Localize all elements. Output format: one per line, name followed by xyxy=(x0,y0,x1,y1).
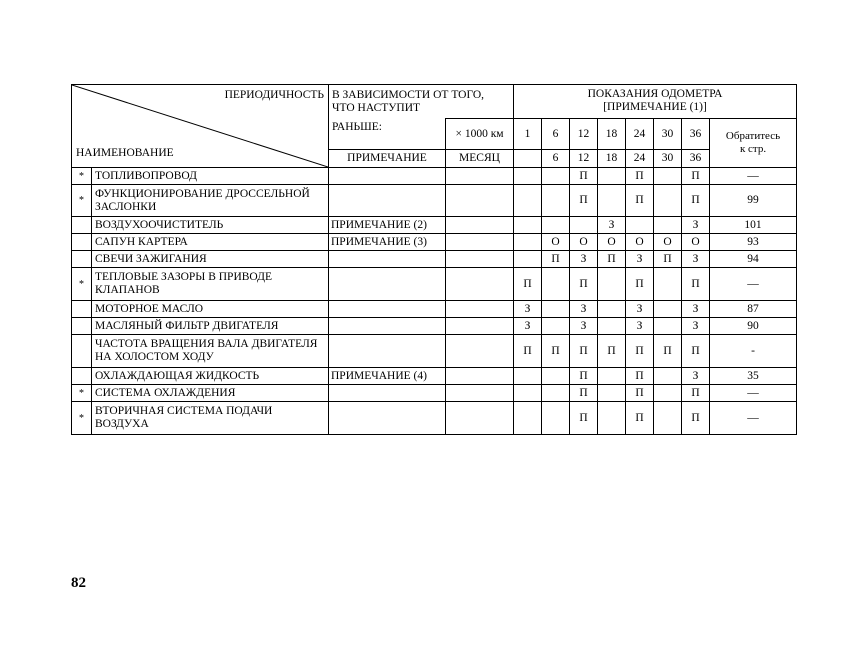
reference-page: — xyxy=(710,385,797,402)
item-note xyxy=(329,185,446,217)
interval-cell: П xyxy=(570,185,598,217)
item-note xyxy=(329,301,446,318)
interval-cell xyxy=(654,217,682,234)
interval-cell: П xyxy=(626,185,654,217)
reference-line-2: к стр. xyxy=(739,143,767,155)
km-value-4: 24 xyxy=(626,119,654,150)
reference-page: 94 xyxy=(710,251,797,268)
interval-cell: П xyxy=(570,168,598,185)
interval-cell: З xyxy=(570,251,598,268)
interval-cell: З xyxy=(570,318,598,335)
interval-cell: З xyxy=(626,318,654,335)
interval-cell: О xyxy=(542,234,570,251)
interval-cell: П xyxy=(626,402,654,435)
item-name: ТОПЛИВОПРОВОД xyxy=(92,168,329,185)
interval-cell: П xyxy=(682,385,710,402)
month-label: МЕСЯЦ xyxy=(446,150,514,168)
reference-page: — xyxy=(710,402,797,435)
table-row xyxy=(72,402,797,435)
table-row xyxy=(72,234,797,251)
interval-cell xyxy=(542,318,570,335)
interval-cell: П xyxy=(682,335,710,368)
reference-page: 87 xyxy=(710,301,797,318)
critical-mark xyxy=(72,318,92,335)
month-value-1: 6 xyxy=(542,150,570,168)
interval-cell: О xyxy=(598,234,626,251)
critical-mark xyxy=(72,301,92,318)
km-value-1: 6 xyxy=(542,119,570,150)
interval-cell xyxy=(598,268,626,301)
interval-cell: П xyxy=(654,335,682,368)
reference-line-1: Обратитесь xyxy=(725,130,781,142)
item-note: ПРИМЕЧАНИЕ (2) xyxy=(329,217,446,234)
reference-page-header xyxy=(710,119,797,168)
item-name: СИСТЕМА ОХЛАЖДЕНИЯ xyxy=(92,385,329,402)
month-cell xyxy=(446,385,514,402)
km-value-6: 36 xyxy=(682,119,710,150)
interval-cell: П xyxy=(570,335,598,368)
interval-cell xyxy=(598,318,626,335)
interval-cell: З xyxy=(682,217,710,234)
table-row xyxy=(72,385,797,402)
interval-cell xyxy=(542,385,570,402)
interval-cell: П xyxy=(626,368,654,385)
interval-cell: З xyxy=(682,318,710,335)
month-value-4: 24 xyxy=(626,150,654,168)
interval-cell: П xyxy=(626,335,654,368)
table-row xyxy=(72,318,797,335)
km-value-5: 30 xyxy=(654,119,682,150)
interval-cell xyxy=(598,368,626,385)
km-value-2: 12 xyxy=(570,119,598,150)
interval-cell: П xyxy=(598,251,626,268)
item-note xyxy=(329,318,446,335)
item-name: МАСЛЯНЫЙ ФИЛЬТР ДВИГАТЕЛЯ xyxy=(92,318,329,335)
interval-cell xyxy=(514,185,542,217)
month-cell xyxy=(446,301,514,318)
interval-cell xyxy=(542,268,570,301)
interval-cell xyxy=(598,301,626,318)
interval-cell: П xyxy=(514,335,542,368)
condition-line-3: РАНЬШЕ: xyxy=(329,119,446,150)
interval-cell: З xyxy=(682,301,710,318)
interval-cell xyxy=(654,301,682,318)
interval-cell xyxy=(654,368,682,385)
month-cell xyxy=(446,217,514,234)
interval-cell xyxy=(542,168,570,185)
interval-cell xyxy=(654,385,682,402)
critical-mark: * xyxy=(72,185,92,217)
interval-cell: П xyxy=(570,385,598,402)
month-value-0 xyxy=(514,150,542,168)
interval-cell: П xyxy=(626,268,654,301)
month-cell xyxy=(446,251,514,268)
interval-cell: П xyxy=(682,185,710,217)
interval-cell xyxy=(514,251,542,268)
month-cell xyxy=(446,234,514,251)
item-note xyxy=(329,251,446,268)
table-row xyxy=(72,268,797,301)
note-header: ПРИМЕЧАНИЕ xyxy=(329,150,446,168)
critical-mark xyxy=(72,335,92,368)
month-value-3: 18 xyxy=(598,150,626,168)
interval-cell: П xyxy=(626,385,654,402)
interval-cell xyxy=(654,318,682,335)
table-row xyxy=(72,251,797,268)
reference-page: 101 xyxy=(710,217,797,234)
interval-cell xyxy=(654,168,682,185)
table-row xyxy=(72,185,797,217)
odometer-header xyxy=(514,85,797,119)
periodicity-label: ПЕРИОДИЧНОСТЬ xyxy=(224,89,324,101)
critical-mark xyxy=(72,251,92,268)
interval-cell: О xyxy=(682,234,710,251)
odometer-label: ПОКАЗАНИЯ ОДОМЕТРА xyxy=(587,88,723,100)
item-name: ЧАСТОТА ВРАЩЕНИЯ ВАЛА ДВИГАТЕЛЯ НА ХОЛОСТОМ ХОДУ xyxy=(92,335,329,368)
reference-page: — xyxy=(710,168,797,185)
interval-cell: П xyxy=(570,368,598,385)
interval-cell: П xyxy=(626,168,654,185)
interval-cell: О xyxy=(570,234,598,251)
page-number: 82 xyxy=(71,575,86,591)
item-name: ТЕПЛОВЫЕ ЗАЗОРЫ В ПРИВОДЕ КЛАПАНОВ xyxy=(92,268,329,301)
km-value-3: 18 xyxy=(598,119,626,150)
interval-cell: П xyxy=(598,335,626,368)
item-name: СВЕЧИ ЗАЖИГАНИЯ xyxy=(92,251,329,268)
interval-cell xyxy=(514,402,542,435)
interval-cell xyxy=(542,301,570,318)
reference-page: 90 xyxy=(710,318,797,335)
item-note: ПРИМЕЧАНИЕ (3) xyxy=(329,234,446,251)
item-name: ВОЗДУХООЧИСТИТЕЛЬ xyxy=(92,217,329,234)
interval-cell xyxy=(626,217,654,234)
interval-cell xyxy=(514,368,542,385)
critical-mark: * xyxy=(72,168,92,185)
interval-cell: П xyxy=(682,168,710,185)
interval-cell: П xyxy=(514,268,542,301)
item-note: ПРИМЕЧАНИЕ (4) xyxy=(329,368,446,385)
item-name: ВТОРИЧНАЯ СИСТЕМА ПОДАЧИ ВОЗДУХА xyxy=(92,402,329,435)
item-note xyxy=(329,402,446,435)
item-note xyxy=(329,385,446,402)
interval-cell xyxy=(654,402,682,435)
item-name: САПУН КАРТЕРА xyxy=(92,234,329,251)
table-row xyxy=(72,301,797,318)
critical-mark xyxy=(72,217,92,234)
reference-page: - xyxy=(710,335,797,368)
item-name-label: НАИМЕНОВАНИЕ xyxy=(76,147,174,159)
interval-cell xyxy=(570,217,598,234)
interval-cell: З xyxy=(682,368,710,385)
interval-cell xyxy=(542,217,570,234)
interval-cell: З xyxy=(598,217,626,234)
interval-cell: З xyxy=(626,301,654,318)
month-cell xyxy=(446,318,514,335)
interval-cell: З xyxy=(514,301,542,318)
interval-cell xyxy=(654,185,682,217)
critical-mark: * xyxy=(72,268,92,301)
reference-page: — xyxy=(710,268,797,301)
reference-page: 99 xyxy=(710,185,797,217)
month-value-2: 12 xyxy=(570,150,598,168)
item-name: ФУНКЦИОНИРОВАНИЕ ДРОССЕЛЬНОЙ ЗАСЛОНКИ xyxy=(92,185,329,217)
critical-mark xyxy=(72,368,92,385)
table-row xyxy=(72,168,797,185)
condition-line-2: ЧТО НАСТУПИТ xyxy=(332,102,421,114)
table-row xyxy=(72,335,797,368)
interval-cell: П xyxy=(570,268,598,301)
interval-cell xyxy=(514,217,542,234)
month-value-5: 30 xyxy=(654,150,682,168)
interval-cell xyxy=(514,234,542,251)
interval-cell xyxy=(654,268,682,301)
interval-cell xyxy=(598,385,626,402)
condition-header xyxy=(329,85,514,119)
interval-cell: О xyxy=(654,234,682,251)
interval-cell: О xyxy=(626,234,654,251)
odometer-note: [ПРИМЕЧАНИЕ (1)] xyxy=(603,101,707,113)
month-cell xyxy=(446,268,514,301)
month-cell xyxy=(446,168,514,185)
critical-mark: * xyxy=(72,402,92,435)
item-note xyxy=(329,335,446,368)
interval-cell: П xyxy=(542,335,570,368)
month-value-6: 36 xyxy=(682,150,710,168)
maintenance-schedule-table xyxy=(71,84,797,435)
month-cell xyxy=(446,402,514,435)
interval-cell: З xyxy=(570,301,598,318)
km-label: × 1000 км xyxy=(446,119,514,150)
interval-cell: П xyxy=(542,251,570,268)
km-value-0: 1 xyxy=(514,119,542,150)
reference-page: 93 xyxy=(710,234,797,251)
condition-line-1: В ЗАВИСИМОСТИ ОТ ТОГО, xyxy=(332,89,485,101)
month-cell xyxy=(446,335,514,368)
interval-cell: З xyxy=(682,251,710,268)
interval-cell xyxy=(598,185,626,217)
interval-cell: П xyxy=(570,402,598,435)
interval-cell xyxy=(514,168,542,185)
month-cell xyxy=(446,185,514,217)
critical-mark: * xyxy=(72,385,92,402)
header-corner-cell xyxy=(72,85,329,168)
interval-cell: П xyxy=(654,251,682,268)
item-name: МОТОРНОЕ МАСЛО xyxy=(92,301,329,318)
table-row xyxy=(72,368,797,385)
reference-page: 35 xyxy=(710,368,797,385)
item-name: ОХЛАЖДАЮЩАЯ ЖИДКОСТЬ xyxy=(92,368,329,385)
interval-cell xyxy=(542,185,570,217)
interval-cell xyxy=(598,402,626,435)
interval-cell: П xyxy=(682,402,710,435)
interval-cell: З xyxy=(626,251,654,268)
item-note xyxy=(329,268,446,301)
interval-cell xyxy=(598,168,626,185)
interval-cell: П xyxy=(682,268,710,301)
interval-cell xyxy=(542,402,570,435)
table-row xyxy=(72,217,797,234)
interval-cell xyxy=(542,368,570,385)
interval-cell xyxy=(514,385,542,402)
item-note xyxy=(329,168,446,185)
interval-cell: З xyxy=(514,318,542,335)
month-cell xyxy=(446,368,514,385)
critical-mark xyxy=(72,234,92,251)
